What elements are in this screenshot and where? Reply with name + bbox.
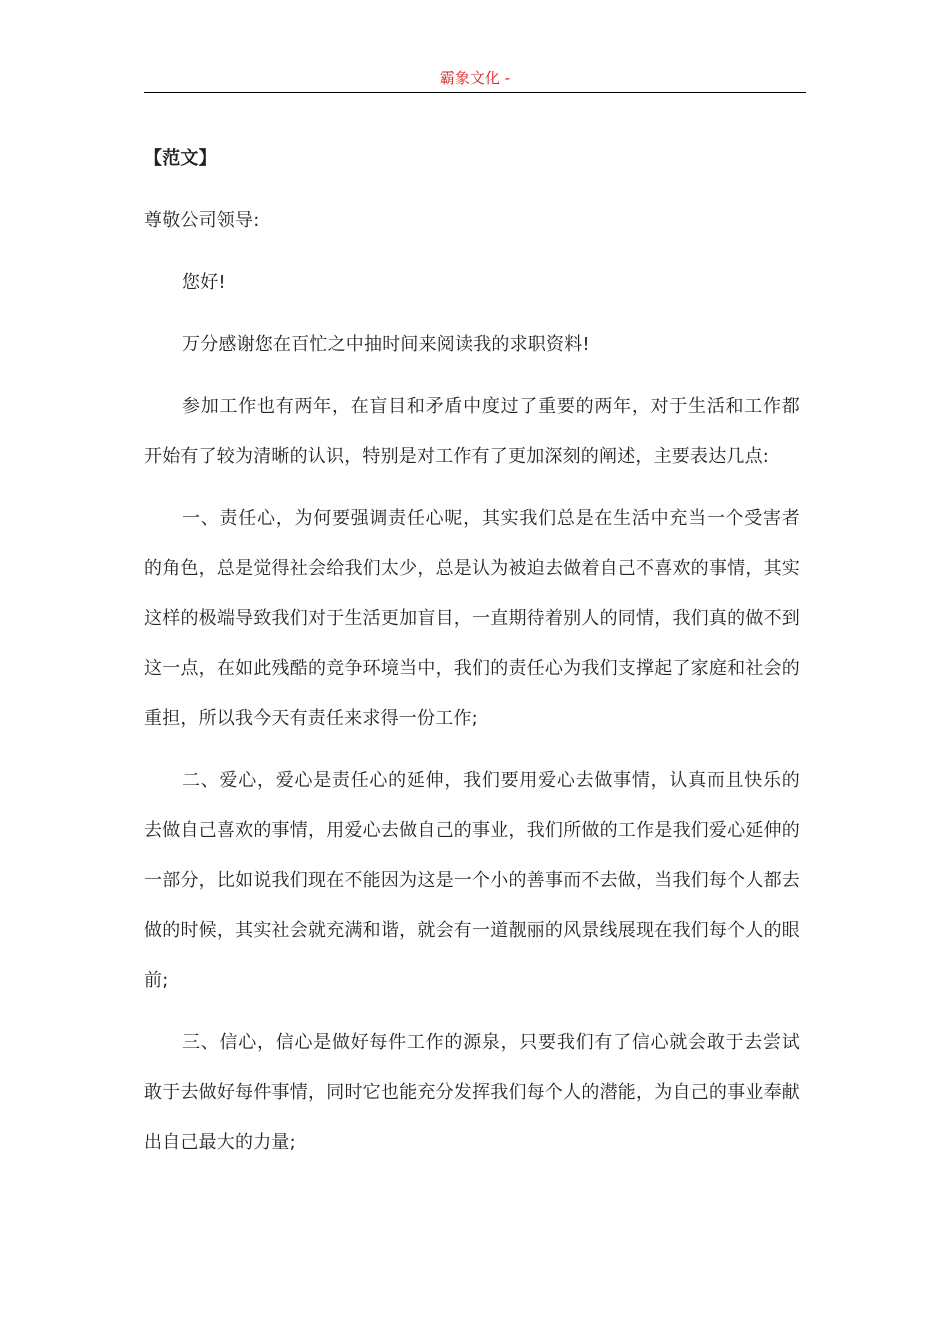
document-body [144, 134, 800, 1180]
salutation: 尊敬公司领导: [144, 210, 260, 231]
page-header [144, 66, 806, 93]
paragraph-love: 二、爱心，爱心是责任心的延伸，我们要用爱心去做事情，认真而且快乐的去做自己喜欢的事情，用爱心去做自己的事业，我们所做的工作是我们爱心延伸的一部分，比如说我们现在不能因为这是一个小的善事而不去做，当我们每个人都去做的时候，其实社会就充满和谐，就会有一道靓丽的风景线展现在我们每个人的眼前; [144, 770, 800, 991]
paragraph-responsibility: 一、责任心，为何要强调责任心呢，其实我们总是在生活中充当一个受害者的角色，总是觉得社会给我们太少，总是认为被迫去做着自己不喜欢的事情，其实这样的极端导致我们对于生活更加盲目，一直期待着别人的同情，我们真的做不到这一点，在如此残酷的竞争环境当中，我们的责任心为我们支撑起了家庭和社会的重担，所以我今天有责任来求得一份工作; [144, 508, 800, 729]
paragraph-thanks: 万分感谢您在百忙之中抽时间来阅读我的求职资料! [182, 334, 590, 355]
paragraph-intro: 参加工作也有两年，在盲目和矛盾中度过了重要的两年，对于生活和工作都开始有了较为清晰的认识，特别是对工作有了更加深刻的阐述，主要表达几点: [144, 396, 800, 467]
paragraph-confidence: 三、信心，信心是做好每件工作的源泉，只要我们有了信心就会敢于去尝试敢于去做好每件事情，同时它也能充分发挥我们每个人的潜能，为自己的事业奉献出自己最大的力量; [144, 1032, 800, 1153]
greeting: 您好! [182, 272, 226, 293]
header-title: 霸象文化 - [439, 69, 511, 87]
document-heading: 【范文】 [144, 148, 217, 169]
